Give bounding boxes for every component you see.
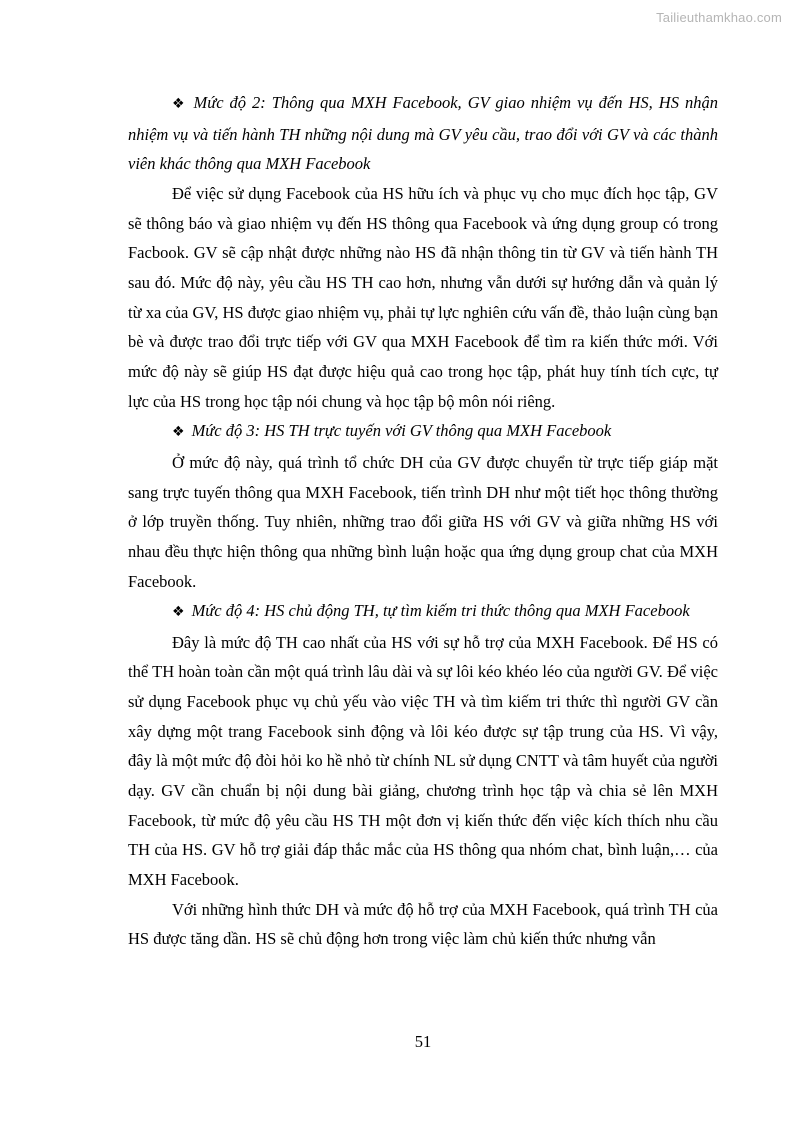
body-paragraph	[128, 448, 718, 596]
diamond-bullet-icon: ❖	[172, 424, 185, 441]
diamond-bullet-icon: ❖	[172, 604, 185, 621]
body-paragraph	[128, 628, 718, 895]
heading-muc-do-2	[128, 88, 718, 179]
paragraph-text: Để việc sử dụng Facebook của HS hữu ích và phục vụ cho mục đích học tập, GV sẽ thông báo và giao nhiệm vụ đến HS thông qua Facebook và ứng dụng group có trong Facbook. GV sẽ cập nhật được những nào HS đã nhận thông tin từ GV và tiến hành TH sau đó. Mức độ này, yêu cầu HS TH cao hơn, nhưng vẫn dưới sự hướng dẫn và quản lý từ xa của GV, HS được giao nhiệm vụ, phải tự lực nghiên cứu vấn đề, thảo luận cùng bạn bè và được trao đổi trực tiếp với GV qua MXH Facebook để tìm ra kiến thức mới. Với mức độ này sẽ giúp HS đạt được hiệu quả cao trong học tập, phát huy tính tích cực, tự lực của HS trong học tập nói chung và học tập bộ môn nói riêng.	[128, 183, 718, 411]
paragraph-text: Ở mức độ này, quá trình tổ chức DH của GV được chuyển từ trực tiếp giáp mặt sang trực tuyến thông qua MXH Facebook, tiến trình DH như một tiết học thông thường ở lớp truyền thống. Tuy nhiên, những trao đổi giữa HS với GV và giữa những HS với nhau đều thực hiện thông qua những bình luận hoặc qua ứng dụng group chat của MXH Facebook.	[128, 452, 718, 591]
body-paragraph	[128, 895, 718, 954]
body-paragraph	[128, 179, 718, 416]
heading-text: Mức độ 3: HS TH trực tuyến với GV thông qua MXH Facebook	[191, 421, 612, 441]
heading-text: Mức độ 2: Thông qua MXH Facebook, GV giao nhiệm vụ đến HS, HS nhận nhiệm vụ và tiến hành TH những nội dung mà GV yêu cầu, trao đổi với GV và các thành viên khác thông qua MXH Facebook	[128, 93, 718, 174]
diamond-bullet-icon: ❖	[172, 96, 187, 112]
heading-text: Mức độ 4: HS chủ động TH, tự tìm kiếm tri thức thông qua MXH Facebook	[191, 601, 690, 621]
heading-muc-do-4	[128, 596, 718, 628]
watermark-text: Tailieuthamkhao.com	[656, 10, 782, 25]
heading-muc-do-3	[128, 416, 718, 448]
paragraph-text: Với những hình thức DH và mức độ hỗ trợ của MXH Facebook, quá trình TH của HS được tăng dần. HS sẽ chủ động hơn trong việc làm chủ kiến thức nhưng vẫn	[128, 899, 718, 949]
paragraph-text: Đây là mức độ TH cao nhất của HS với sự hỗ trợ của MXH Facebook. Để HS có thể TH hoàn toàn cần một quá trình lâu dài và sự lôi kéo khéo léo của người GV. Để việc sử dụng Facebook phục vụ chủ yếu vào việc TH và tìm kiếm tri thức thì người GV cần xây dựng một trang Facebook sinh động và lôi kéo được sự tập trung của HS. Vì vậy, đây là một mức độ đòi hỏi ko hề nhỏ từ chính NL sử dụng CNTT và tâm huyết của người dạy. GV cần chuẩn bị nội dung bài giảng, chương trình học tập và chia sẻ lên MXH Facebook, từ mức độ yêu cầu HS TH một đơn vị kiến thức đến việc kích thích nhu cầu TH của HS. GV hỗ trợ giải đáp thắc mắc của HS thông qua nhóm chat, bình luận,… của MXH Facebook.	[128, 632, 718, 890]
page-number: 51	[414, 1032, 432, 1051]
document-content	[128, 88, 718, 954]
